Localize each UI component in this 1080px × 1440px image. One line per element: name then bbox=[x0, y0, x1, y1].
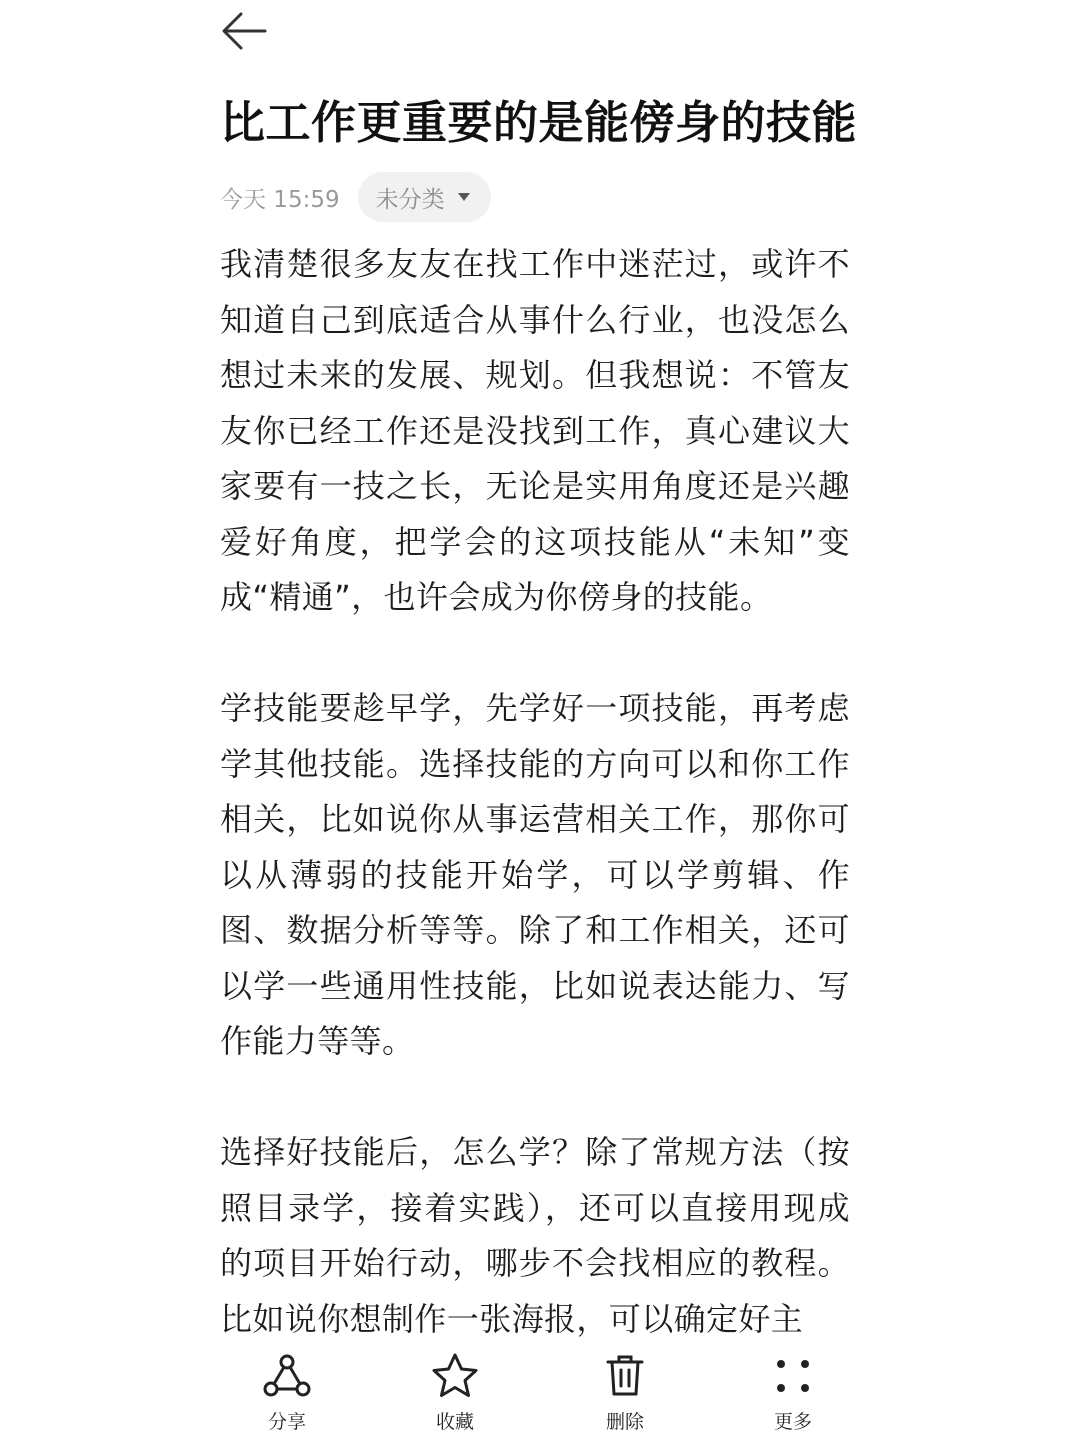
note-paragraph: 选择好技能后，怎么学？除了常规方法（按照目录学，接着实践），还可以直接用现成的项目开始行动，哪步不会找相应的教程。比如说你想制作一张海报，可以确定好主 bbox=[220, 1133, 850, 1338]
share-button[interactable] bbox=[227, 1351, 347, 1434]
back-button[interactable] bbox=[218, 10, 270, 56]
share-icon bbox=[262, 1351, 312, 1401]
note-paragraph: 学技能要趁早学，先学好一项技能，再考虑学其他技能。选择技能的方向可以和你工作相关，比如说你从事运营相关工作，那你可以从薄弱的技能开始学，可以学剪辑、作图、数据分析等等。除了和工作相关，还可以学一些通用性技能，比如说表达能力、写作能力等等。 bbox=[220, 689, 850, 1060]
note-meta bbox=[220, 172, 491, 222]
favorite-label: 收藏 bbox=[435, 1411, 474, 1433]
more-button[interactable] bbox=[733, 1351, 853, 1434]
arrow-left-icon bbox=[221, 11, 267, 55]
favorite-button[interactable] bbox=[395, 1351, 515, 1434]
note-body[interactable] bbox=[220, 237, 850, 1343]
note-paragraph: 我清楚很多友友在找工作中迷茫过，或许不知道自己到底适合从事什么行业，也没怎么想过未来的发展、规划。但我想说：不管友友你已经工作还是没找到工作，真心建议大家要有一技之长，无论是实用角度还是兴趣爱好角度，把学会的这项技能从“未知”变成“精通”，也许会成为你傍身的技能。 bbox=[220, 245, 850, 616]
star-icon bbox=[430, 1351, 480, 1401]
bottom-toolbar bbox=[0, 1343, 1080, 1440]
note-timestamp: 今天 15:59 bbox=[220, 186, 340, 213]
triangle-down-icon bbox=[457, 192, 471, 202]
more-label: 更多 bbox=[773, 1411, 812, 1433]
delete-label: 删除 bbox=[605, 1411, 644, 1433]
share-label: 分享 bbox=[267, 1411, 306, 1433]
note-title: 比工作更重要的是能傍身的技能 bbox=[220, 96, 858, 149]
trash-icon bbox=[600, 1351, 650, 1401]
category-label: 未分类 bbox=[375, 186, 445, 213]
more-dots-icon bbox=[768, 1351, 818, 1401]
delete-button[interactable] bbox=[565, 1351, 685, 1434]
category-dropdown[interactable] bbox=[358, 172, 491, 222]
